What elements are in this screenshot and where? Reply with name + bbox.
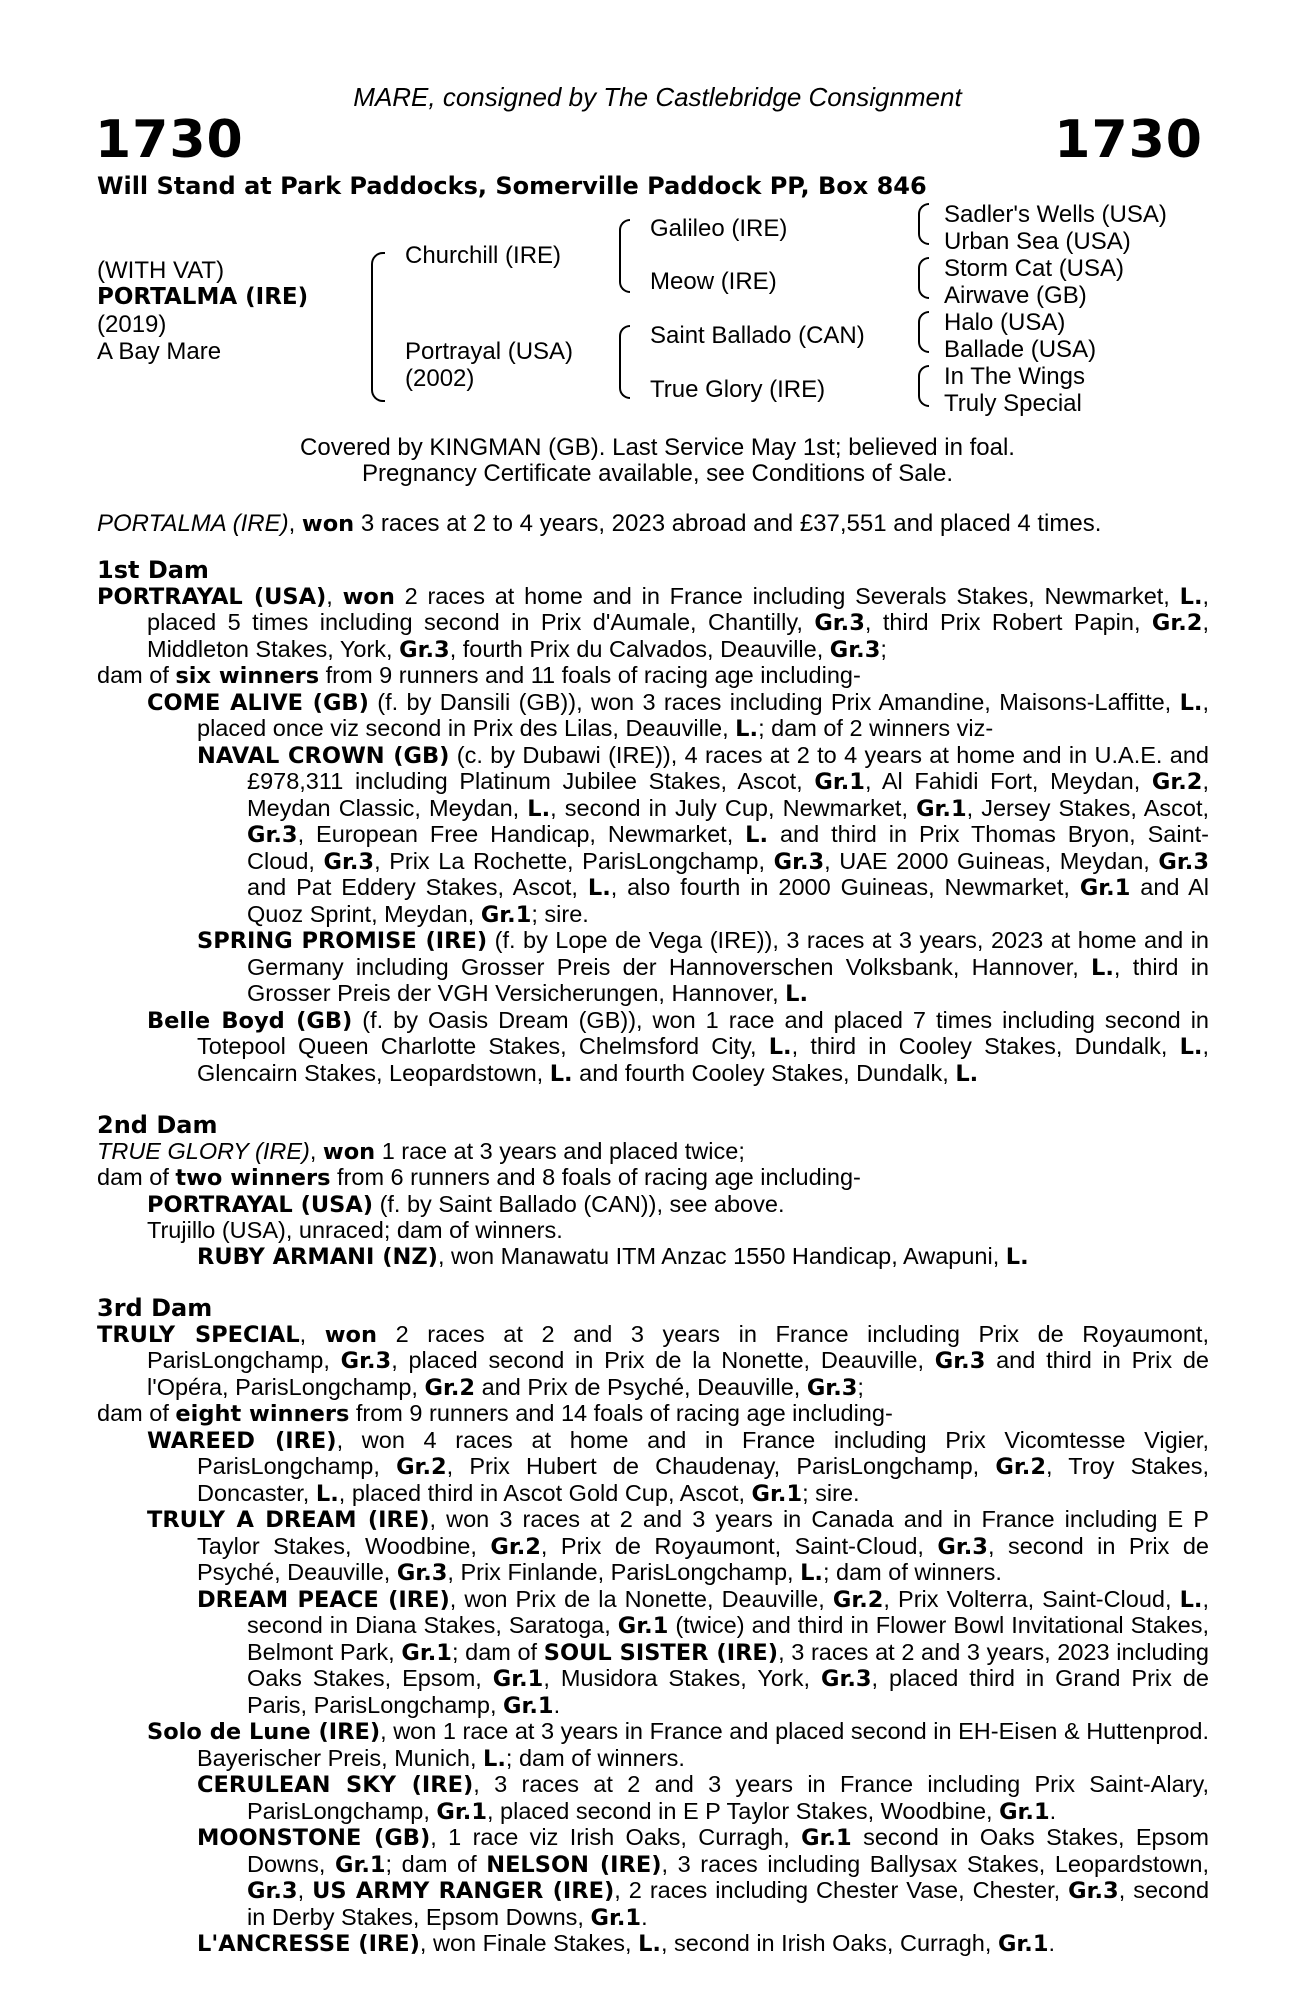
bold-text: Gr.1 [480, 901, 532, 928]
bold-text: Gr.3 [396, 1560, 448, 1586]
summary-won: won [301, 511, 355, 537]
entry-text: , fourth Prix du Calvados, Deauville, [449, 635, 830, 662]
stable-location: Will Stand at Park Paddocks, Somerville Paddock PP, Box 846 [97, 172, 927, 200]
entry-text: , won Finale Stakes, [419, 1930, 639, 1956]
entry-text: , Prix Hubert de Chaudenay, ParisLongchamp, [446, 1453, 996, 1479]
entry-text: (f. by Oasis Dream (GB)), won 1 race and placed 7 times including second in Totepool Queen Charlotte Stakes, Chelmsford City, [197, 1006, 1209, 1059]
entry-text: , Al Fahidi Fort, Meydan, [864, 768, 1152, 794]
entry-text: , third Prix Robert Papin, [864, 609, 1152, 635]
bold-text: Gr.1 [436, 1798, 487, 1825]
bold-text: SOUL SISTER (IRE) [543, 1639, 779, 1666]
pedigree-brace [918, 311, 929, 353]
bold-text: L. [638, 1931, 661, 1957]
entry-text: , 3 races at 2 and 3 years in France including Prix Saint-Alary, ParisLongchamp, [247, 1771, 1210, 1824]
entry-text: second in Oaks Stakes, Epsom Downs, [247, 1824, 1210, 1877]
bold-text: PORTRAYAL (USA) [97, 583, 327, 610]
bold-text: Gr.3 [806, 1374, 858, 1401]
entry-text: , Glencairn Stakes, Leopardstown, [197, 1033, 1210, 1086]
bold-text: Gr.2 [490, 1533, 541, 1560]
entry-text: ; sire. [802, 1479, 860, 1506]
pedigree-entry [97, 584, 1209, 664]
bold-text: SPRING PROMISE (IRE) [197, 928, 488, 954]
bold-text: L. [315, 1480, 339, 1507]
entry-text: , [299, 1320, 325, 1347]
dam-year: (2002) [405, 365, 475, 392]
entry-text: , Prix La Rochette, ParisLongchamp, [374, 847, 774, 874]
sire-sire: Galileo (IRE) [650, 215, 788, 242]
entry-text: ; [880, 635, 887, 662]
entry-text: (c. by Dubawi (IRE)), 4 races at 2 to 4 years at home and in U.A.E. and £978,311 including Platinum Jubilee Stakes, Ascot, [247, 741, 1209, 794]
entry-text: and Al Quoz Sprint, Meydan, [247, 874, 1209, 927]
bold-text: L. [800, 1560, 823, 1586]
entry-text: (f. by Dansili (GB)), won 3 races including Prix Amandine, Maisons-Laffitte, [368, 688, 1180, 715]
dam-dam: True Glory (IRE) [650, 376, 826, 403]
section-heading: 3rd Dam [97, 1294, 213, 1322]
bold-text: US ARMY RANGER (IRE) [312, 1878, 615, 1904]
bold-text: COME ALIVE (GB) [147, 689, 369, 716]
entry-text: , placed third in Grand Prix de Paris, ParisLongchamp, [247, 1665, 1209, 1718]
bold-text: L. [735, 716, 759, 742]
lot-number-left: 1730 [95, 110, 244, 170]
entry-text: , Middleton Stakes, York, [147, 609, 1209, 662]
bold-text: L. [768, 1034, 792, 1060]
entry-text: from 6 runners and 8 foals of racing age including- [330, 1164, 861, 1190]
pedigree-entry [97, 1428, 1209, 1508]
ds-sire: Halo (USA) [944, 309, 1066, 336]
entry-text: , Jersey Stakes, Ascot, [966, 794, 1210, 821]
pedigree-brace [918, 257, 929, 299]
bold-text: Gr.2 [832, 1586, 884, 1613]
pedigree-brace [918, 203, 929, 245]
bold-text: Gr.3 [1068, 1878, 1119, 1904]
entry-text: and fourth Cooley Stakes, Dundalk, [572, 1059, 956, 1086]
sire: Churchill (IRE) [405, 242, 562, 269]
pedigree-entry [97, 743, 1209, 929]
bold-text: Gr.3 [820, 1666, 872, 1692]
bold-text: MOONSTONE (GB) [197, 1825, 431, 1851]
entry-text: and Prix de Psyché, Deauville, [475, 1373, 807, 1400]
bold-text: L. [1179, 689, 1203, 716]
pedigree-brace [371, 252, 385, 402]
ss-sire: Sadler's Wells (USA) [944, 201, 1167, 228]
bold-text: Gr.3 [1158, 848, 1209, 875]
entry-text: . [1048, 1930, 1056, 1956]
bold-text: L. [1179, 1034, 1203, 1060]
entry-text: and third in Prix Thomas Bryon, Saint-Cloud, [247, 821, 1209, 874]
entry-text: , Meydan Classic, Meydan, [247, 768, 1209, 821]
dam: Portrayal (USA) [405, 338, 574, 365]
bold-text: PORTRAYAL (USA) [147, 1191, 374, 1218]
bold-text: Gr.1 [801, 1825, 852, 1851]
family-sections [97, 558, 1209, 1958]
entry-text: , won 3 races at 2 and 3 years in Canada and in France including E P Taylor Stakes, Woodbine, [197, 1506, 1209, 1559]
covered-note: Covered by KINGMAN (GB). Last Service May 1st; believed in foal. [300, 434, 1015, 461]
bold-text: L. [587, 875, 611, 901]
pedigree-entry [97, 1322, 1209, 1402]
bold-text: Gr.3 [247, 822, 298, 848]
sd-sire: Storm Cat (USA) [944, 255, 1125, 282]
bold-text: Gr.2 [995, 1454, 1046, 1480]
entry-text: , [309, 1137, 323, 1164]
sd-dam: Airwave (GB) [944, 282, 1087, 309]
entry-text: , placed second in Prix de la Nonette, Deauville, [391, 1347, 935, 1373]
bold-text: Gr.3 [399, 636, 450, 663]
bold-text: eight winners [175, 1401, 350, 1427]
bold-text: Gr.2 [1151, 769, 1203, 795]
bold-text: won [342, 583, 395, 610]
horse-year: (2019) [97, 311, 167, 338]
entry-text: , placed second in E P Taylor Stakes, Woodbine, [486, 1797, 1000, 1824]
entry-text: ; dam of winners. [822, 1559, 1002, 1585]
pedigree-entry [97, 1507, 1209, 1587]
entry-text: dam of [97, 1164, 176, 1190]
bold-text: Gr.1 [492, 1666, 544, 1692]
pedigree-entry [97, 690, 1209, 743]
dd-sire: In The Wings [944, 363, 1085, 390]
bold-text: Gr.2 [396, 1454, 447, 1480]
bold-text: L'ANCRESSE (IRE) [197, 1931, 420, 1957]
entry-text: , Prix Finlande, ParisLongchamp, [447, 1559, 801, 1585]
bold-text: CERULEAN SKY (IRE) [197, 1772, 474, 1798]
bold-text: RUBY ARMANI (NZ) [197, 1243, 438, 1270]
entry-text: , third in Cooley Stakes, Dundalk, [791, 1033, 1180, 1059]
pedigree-brace [619, 325, 630, 399]
horse-name: PORTALMA (IRE) [97, 284, 309, 310]
entry-text: . [1049, 1797, 1057, 1824]
pedigree-entry [97, 928, 1209, 1008]
italic-text: TRUE GLORY (IRE) [97, 1137, 310, 1164]
entry-text: , Prix de Royaumont, Saint-Cloud, [540, 1532, 938, 1559]
bold-text: Gr.1 [503, 1692, 554, 1719]
entry-text: from 9 runners and 11 foals of racing age including- [319, 662, 861, 688]
entry-text: and Pat Eddery Stakes, Ascot, [247, 874, 588, 900]
entry-text: dam of [97, 662, 176, 688]
dam-sire: Saint Ballado (CAN) [650, 322, 865, 349]
entry-text: (f. by Saint Ballado (CAN)), see above. [373, 1190, 785, 1217]
entry-text: dam of [97, 1400, 176, 1426]
pedigree-entry [97, 1719, 1209, 1772]
entry-text: , third in Grosser Preis der VGH Versicherungen, Hannover, [247, 953, 1209, 1006]
entry-text: , second in Prix de Psyché, Deauville, [197, 1532, 1209, 1585]
bold-text: Gr.3 [247, 1878, 298, 1904]
entry-text: from 9 runners and 14 foals of racing age including- [349, 1400, 893, 1426]
vat-note: (WITH VAT) [97, 257, 225, 284]
race-summary: PORTALMA (IRE), won 3 races at 2 to 4 years, 2023 abroad and £37,551 and placed 4 times. [97, 510, 1102, 537]
bold-text: Gr.3 [323, 848, 375, 875]
entry-text: , [297, 1877, 313, 1903]
entry-text: Trujillo (USA), unraced; dam of winners. [147, 1217, 563, 1243]
entry-text: . [553, 1691, 561, 1718]
bold-text: TRULY SPECIAL [97, 1321, 300, 1348]
pedigree-entry [97, 1931, 1209, 1958]
entry-text: , placed third in Ascot Gold Cup, Ascot, [338, 1479, 752, 1506]
entry-text: (twice) and third in Flower Bowl Invitational Stakes, Belmont Park, [247, 1612, 1209, 1665]
entry-text: , second in Derby Stakes, Epsom Downs, [247, 1877, 1210, 1930]
entry-text: ; dam of 2 winners viz- [758, 715, 994, 741]
bold-text: won [324, 1321, 378, 1348]
bold-text: L. [1179, 583, 1203, 610]
entry-text: and third in Prix de l'Opéra, ParisLongchamp, [147, 1347, 1209, 1400]
bold-text: TRULY A DREAM (IRE) [147, 1507, 430, 1533]
bold-text: L. [527, 795, 551, 822]
bold-text: Gr.3 [340, 1348, 392, 1374]
bold-text: six winners [175, 663, 320, 689]
bold-text: L. [1179, 1586, 1203, 1613]
ss-dam: Urban Sea (USA) [944, 228, 1131, 255]
bold-text: Solo de Lune (IRE) [147, 1719, 381, 1745]
pedigree-entry [97, 1772, 1209, 1825]
bold-text: Gr.1 [999, 1798, 1050, 1825]
pedigree-brace [918, 365, 929, 407]
entry-text: , second in Irish Oaks, Curragh, [660, 1930, 998, 1956]
dd-dam: Truly Special [944, 390, 1082, 417]
bold-text: L. [955, 1060, 979, 1087]
lot-number-right: 1730 [1054, 110, 1203, 170]
bold-text: Gr.1 [1079, 875, 1131, 901]
entry-text: ; dam of [385, 1850, 487, 1877]
pedigree-entry [97, 1244, 1209, 1271]
bold-text: L. [483, 1745, 506, 1772]
bold-text: Gr.1 [751, 1480, 803, 1507]
section-heading: 2nd Dam [97, 1111, 218, 1139]
bold-text: Gr.1 [617, 1613, 669, 1639]
entry-text: 2 races at home and in France including Severals Stakes, Newmarket, [394, 582, 1180, 609]
pedigree-entry [97, 1139, 1209, 1166]
bold-text: Gr.1 [401, 1639, 452, 1666]
entry-text: , Prix Volterra, Saint-Cloud, [883, 1585, 1180, 1612]
entry-text: , second in July Cup, Newmarket, [550, 794, 917, 821]
entry-text: . [641, 1903, 648, 1930]
summary-text: 3 races at 2 to 4 years, 2023 abroad and £37,551 and placed 4 times. [354, 510, 1102, 537]
pedigree-entry [97, 1825, 1209, 1931]
bold-text: Gr.3 [937, 1533, 988, 1560]
bold-text: DREAM PEACE (IRE) [197, 1586, 450, 1613]
entry-text: , European Free Handicap, Newmarket, [297, 821, 746, 847]
sire-dam: Meow (IRE) [650, 268, 777, 295]
summary-horse-name: PORTALMA (IRE) [97, 510, 289, 537]
bold-text: Gr.3 [829, 636, 881, 663]
entry-text: , 3 races at 2 and 3 years, 2023 including Oaks Stakes, Epsom, [247, 1638, 1209, 1691]
bold-text: NELSON (IRE) [486, 1851, 662, 1878]
entry-text: ; sire. [531, 900, 589, 927]
section-heading: 1st Dam [97, 556, 209, 584]
bold-text: NAVAL CROWN (GB) [197, 742, 450, 769]
bold-text: Gr.1 [997, 1931, 1049, 1957]
bold-text: Gr.1 [334, 1851, 386, 1878]
consignment-subtitle: MARE, consigned by The Castlebridge Consignment [353, 82, 962, 112]
pedigree-entry [97, 1165, 1209, 1192]
entry-text: , also fourth in 2000 Guineas, Newmarket, [610, 874, 1080, 900]
bold-text: WAREED (IRE) [147, 1427, 337, 1454]
bold-text: L. [785, 981, 809, 1007]
pedigree-entry [97, 1401, 1209, 1428]
horse-description: A Bay Mare [97, 338, 222, 365]
entry-text: , won 1 race at 3 years in France and placed second in EH-Eisen & Huttenprod. Bayerischer Preis, Munich, [197, 1718, 1209, 1771]
entry-text: , won Prix de la Nonette, Deauville, [449, 1585, 833, 1612]
entry-text: , 1 race viz Irish Oaks, Curragh, [430, 1824, 802, 1850]
entry-text: 1 race at 3 years and placed twice; [375, 1137, 745, 1164]
entry-text: , 3 races including Ballysax Stakes, Leopardstown, [661, 1850, 1210, 1877]
entry-text: , second in Diana Stakes, Saratoga, [247, 1585, 1209, 1638]
bold-text: L. [1005, 1243, 1029, 1270]
bold-text: Gr.3 [814, 610, 865, 636]
bold-text: Gr.2 [424, 1374, 476, 1401]
entry-text: , UAE 2000 Guineas, Meydan, [824, 847, 1159, 874]
entry-text: (f. by Lope de Vega (IRE)), 3 races at 3 years, 2023 at home and in Germany including Grosser Preis der Hannoverschen Volksbank, Hannover, [247, 927, 1209, 980]
bold-text: won [322, 1138, 376, 1165]
entry-text: , won Manawatu ITM Anzac 1550 Handicap, Awapuni, [437, 1242, 1006, 1269]
pedigree-entry [97, 663, 1209, 690]
pregnancy-note: Pregnancy Certificate available, see Conditions of Sale. [362, 460, 953, 487]
pedigree-entry [97, 1587, 1209, 1720]
entry-text: , placed 5 times including second in Prix d'Aumale, Chantilly, [147, 582, 1210, 635]
bold-text: Gr.2 [1151, 610, 1203, 636]
entry-text: , won 4 races at home and in France including Prix Vicomtesse Vigier, ParisLongchamp, [197, 1426, 1209, 1479]
bold-text: L. [1091, 954, 1114, 981]
entry-text: ; dam of winners. [505, 1744, 685, 1771]
entry-text: , 2 races including Chester Vase, Chester, [614, 1877, 1069, 1903]
entry-text: ; [857, 1373, 864, 1400]
bold-text: Belle Boyd (GB) [147, 1007, 353, 1034]
pedigree-brace [619, 219, 630, 293]
pedigree-entry [97, 1192, 1209, 1219]
entry-text: , [326, 582, 343, 609]
bold-text: L. [549, 1060, 573, 1087]
bold-text: L. [745, 822, 769, 848]
bold-text: Gr.1 [590, 1904, 642, 1931]
entry-text: ; dam of [451, 1638, 544, 1665]
entry-text: , Musidora Stakes, York, [543, 1665, 821, 1691]
pedigree-entry [97, 1008, 1209, 1088]
ds-dam: Ballade (USA) [944, 336, 1097, 363]
entry-text: , placed once viz second in Prix des Lilas, Deauville, [197, 688, 1209, 741]
bold-text: Gr.3 [934, 1348, 986, 1374]
bold-text: two winners [175, 1165, 331, 1191]
entry-text: , Troy Stakes, Doncaster, [197, 1453, 1209, 1506]
bold-text: Gr.1 [814, 769, 865, 795]
bold-text: Gr.1 [916, 795, 967, 822]
bold-text: Gr.3 [773, 848, 825, 875]
entry-text: 2 races at 2 and 3 years in France including Prix de Royaumont, ParisLongchamp, [147, 1320, 1209, 1373]
pedigree-entry [97, 1218, 1209, 1244]
